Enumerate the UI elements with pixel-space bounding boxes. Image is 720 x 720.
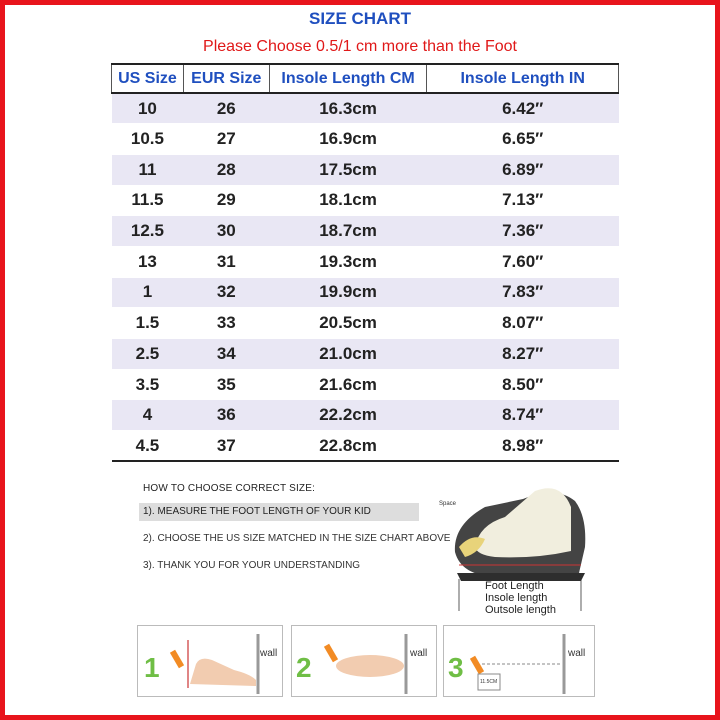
foot-side-shape [190,659,256,686]
foot-length-label: Foot Length [485,580,544,592]
foot-on-paper-illustration [138,626,284,698]
shoe-measurement-diagram [435,477,595,619]
insole-in-cell: 7.83″ [427,277,619,308]
insole-in-cell: 8.98″ [427,431,619,462]
insole-cm-cell: 19.3cm [269,246,427,277]
insole-cm-cell: 16.3cm [269,93,427,124]
ruler-measurement-illustration [444,626,596,698]
insole-in-cell: 8.74″ [427,400,619,431]
chart-subtitle: Please Choose 0.5/1 cm more than the Foot [203,38,517,55]
us-size-cell: 1.5 [112,308,184,339]
us-size-cell: 11 [112,154,184,185]
insole-in-cell: 7.36″ [427,216,619,247]
insole-length-label: Insole length [485,592,548,604]
insole-cm-cell: 16.9cm [269,124,427,155]
us-size-cell: 13 [112,246,184,277]
us-size-cell: 3.5 [112,369,184,400]
eur-size-cell: 26 [183,93,269,124]
eur-size-cell: 28 [183,154,269,185]
eur-size-cell: 31 [183,246,269,277]
eur-size-cell: 34 [183,339,269,370]
table-row [112,369,619,400]
step-number-1: 1 [144,652,160,683]
table-row [112,308,619,339]
insole-in-cell: 6.65″ [427,124,619,155]
pencil-shape [470,656,484,675]
how-to-heading: HOW TO CHOOSE CORRECT SIZE: [143,483,316,494]
us-size-cell: 12.5 [112,216,184,247]
wall-label: wall [410,648,428,659]
foot-top-view-illustration [292,626,438,698]
measurement-steps-panels [137,625,597,699]
table-row [112,124,619,155]
us-size-cell: 2.5 [112,339,184,370]
insole-cm-cell: 21.0cm [269,339,427,370]
eur-size-cell: 35 [183,369,269,400]
eur-size-cell: 37 [183,431,269,462]
eur-size-cell: 36 [183,400,269,431]
insole-cm-cell: 18.7cm [269,216,427,247]
column-header-insole-in: Insole Length IN [427,64,619,93]
insole-in-cell: 6.89″ [427,154,619,185]
size-table [111,63,619,462]
chart-title: SIZE CHART [309,9,411,28]
pencil-shape [170,650,184,669]
table-row [112,339,619,370]
table-row [112,277,619,308]
table-row [112,93,619,124]
eur-size-cell: 27 [183,124,269,155]
eur-size-cell: 33 [183,308,269,339]
eur-size-cell: 30 [183,216,269,247]
us-size-cell: 4.5 [112,431,184,462]
step-number-2: 2 [296,652,312,683]
table-header-row [112,64,619,93]
table-row [112,154,619,185]
us-size-cell: 11.5 [112,185,184,216]
step-number-3: 3 [448,652,464,683]
insole-cm-cell: 20.5cm [269,308,427,339]
table-row [112,185,619,216]
insole-cm-cell: 19.9cm [269,277,427,308]
pencil-shape [324,644,338,663]
wall-label: wall [568,648,586,659]
insole-cm-cell: 22.2cm [269,400,427,431]
step-2-text: 2). CHOOSE THE US SIZE MATCHED IN THE SIZE CHART ABOVE [143,533,451,544]
space-label: Space [439,501,457,507]
insole-in-cell: 8.27″ [427,339,619,370]
step-1-text: 1). MEASURE THE FOOT LENGTH OF YOUR KID [139,503,419,521]
insole-in-cell: 6.42″ [427,93,619,124]
insole-cm-cell: 17.5cm [269,154,427,185]
step-3-text: 3). THANK YOU FOR YOUR UNDERSTANDING [143,560,361,571]
insole-in-cell: 8.07″ [427,308,619,339]
insole-cm-cell: 22.8cm [269,431,427,462]
insole-in-cell: 7.60″ [427,246,619,277]
us-size-cell: 10.5 [112,124,184,155]
ruler-reading-label: 11.5CM [480,679,498,685]
column-header-eur-size: EUR Size [183,64,269,93]
measure-step-panel-1 [137,625,283,697]
measure-step-panel-2 [291,625,437,697]
insole-in-cell: 7.13″ [427,185,619,216]
us-size-cell: 4 [112,400,184,431]
measure-step-panel-3 [443,625,595,697]
table-row [112,431,619,462]
foot-top-shape [336,655,404,677]
column-header-insole-cm: Insole Length CM [269,64,427,93]
table-row [112,246,619,277]
insole-in-cell: 8.50″ [427,369,619,400]
eur-size-cell: 32 [183,277,269,308]
wall-label: wall [260,648,278,659]
insole-cm-cell: 21.6cm [269,369,427,400]
eur-size-cell: 29 [183,185,269,216]
table-row [112,400,619,431]
how-to-section [127,465,607,703]
us-size-cell: 1 [112,277,184,308]
us-size-cell: 10 [112,93,184,124]
insole-cm-cell: 18.1cm [269,185,427,216]
column-header-us-size: US Size [112,64,184,93]
table-row [112,216,619,247]
outsole-length-label: Outsole length [485,604,556,616]
